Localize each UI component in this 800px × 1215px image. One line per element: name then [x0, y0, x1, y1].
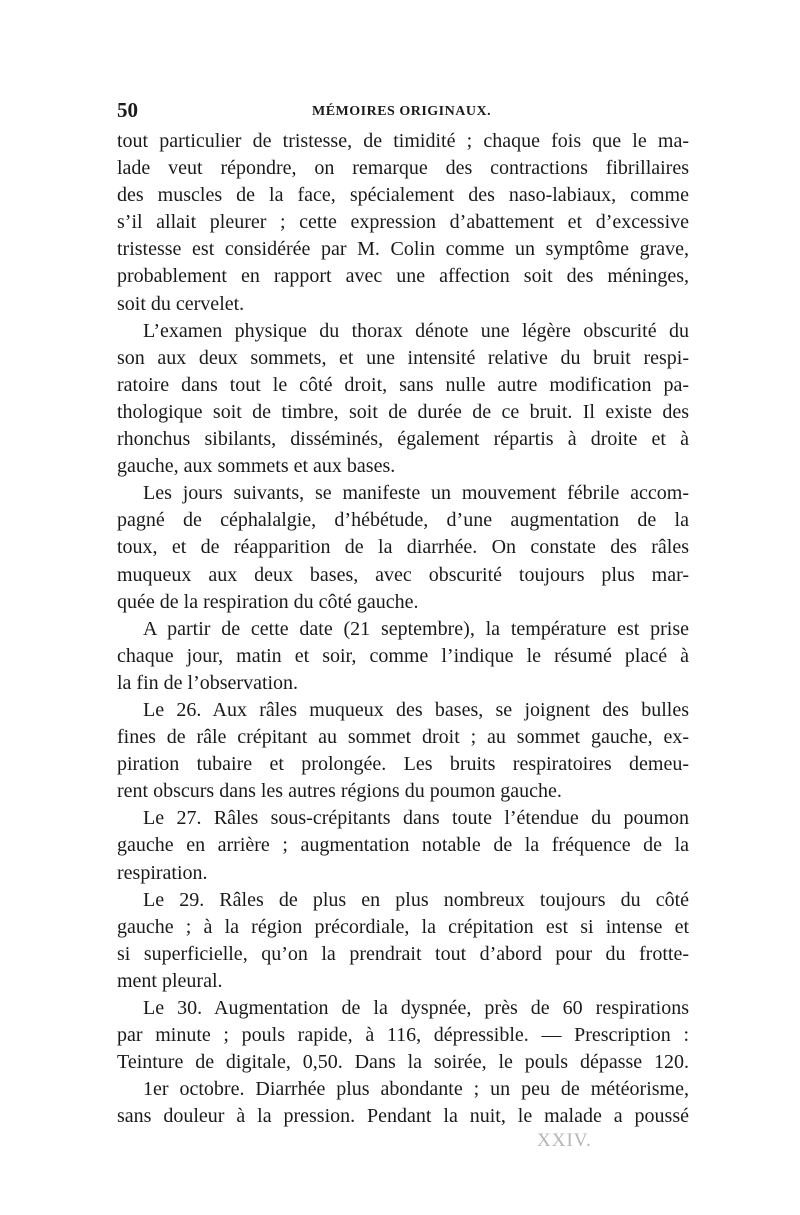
- text-line: fines de râle crépitant au sommet droit ; au sommet gauche, ex-: [117, 726, 689, 749]
- text-line: soit du cervelet.: [117, 292, 245, 315]
- paragraph-start: L’examen physique du thorax dénote une légère obscurité du: [143, 319, 689, 342]
- page-header: [117, 96, 687, 126]
- paragraph-start: Les jours suivants, se manifeste un mouvement fébrile accom-: [143, 482, 689, 505]
- text-line: par minute ; pouls rapide, à 116, dépressible. — Prescription :: [117, 1024, 689, 1047]
- text-line: tout particulier de tristesse, de timidité ; chaque fois que le ma-: [117, 130, 689, 152]
- text-line: gauche en arrière ; augmentation notable de la fréquence de la: [117, 834, 689, 857]
- text-line: son aux deux sommets, et une intensité relative du bruit respi-: [117, 346, 689, 369]
- text-line: Teinture de digitale, 0,50. Dans la soirée, le pouls dépasse 120.: [117, 1051, 689, 1074]
- text-line: thologique soit de timbre, soit de durée de ce bruit. Il existe des: [117, 400, 689, 423]
- text-line: tristesse est considérée par M. Colin comme un symptôme grave,: [117, 238, 689, 261]
- text-line: chaque jour, matin et soir, comme l’indique le résumé placé à: [117, 644, 689, 667]
- running-head: MÉMOIRES ORIGINAUX.: [312, 104, 492, 119]
- text-line: des muscles de la face, spécialement des naso-labiaux, comme: [117, 184, 689, 207]
- text-line: si superficielle, qu’on la prendrait tout d’abord pour du frotte-: [117, 942, 689, 965]
- paragraph-start: Le 29. Râles de plus en plus nombreux toujours du côté: [143, 888, 689, 911]
- text-line: probablement en rapport avec une affection soit des méninges,: [117, 265, 689, 288]
- body-text: [117, 128, 689, 1130]
- text-line: rent obscurs dans les autres régions du poumon gauche.: [117, 780, 562, 803]
- paragraph-start: 1er octobre. Diarrhée plus abondante ; un peu de météorisme,: [143, 1078, 689, 1101]
- page-number: 50: [117, 98, 138, 122]
- signature-mark: XXIV.: [537, 1130, 592, 1151]
- text-line: quée de la respiration du côté gauche.: [117, 590, 419, 613]
- text-line: s’il allait pleurer ; cette expression d’abattement et d’excessive: [117, 211, 689, 234]
- text-line: piration tubaire et prolongée. Les bruits respiratoires demeu-: [117, 753, 689, 776]
- paragraph-start: A partir de cette date (21 septembre), la température est prise: [143, 617, 689, 640]
- text-line: muqueux aux deux bases, avec obscurité toujours plus mar-: [117, 563, 689, 586]
- text-line: gauche ; à la région précordiale, la crépitation est si intense et: [117, 915, 689, 938]
- text-line: la fin de l’observation.: [117, 671, 299, 694]
- text-line: rhonchus sibilants, disséminés, également répartis à droite et à: [117, 428, 689, 451]
- paragraph-start: Le 26. Aux râles muqueux des bases, se joignent des bulles: [143, 698, 689, 721]
- text-line: lade veut répondre, on remarque des contractions fibrillaires: [117, 157, 689, 180]
- text-line: gauche, aux sommets et aux bases.: [117, 455, 396, 478]
- text-line: ratoire dans tout le côté droit, sans nulle autre modification pa-: [117, 373, 689, 396]
- text-line: ment pleural.: [117, 969, 223, 992]
- paragraph-start: Le 27. Râles sous-crépitants dans toute l’étendue du poumon: [143, 807, 689, 830]
- paragraph-start: Le 30. Augmentation de la dyspnée, près de 60 respirations: [143, 997, 689, 1019]
- text-line: sans douleur à la pression. Pendant la nuit, le malade a poussé: [117, 1105, 689, 1128]
- text-line: pagné de céphalalgie, d’hébétude, d’une augmentation de la: [117, 509, 689, 532]
- text-line: respiration.: [117, 861, 208, 884]
- text-line: toux, et de réapparition de la diarrhée. On constate des râles: [117, 536, 689, 559]
